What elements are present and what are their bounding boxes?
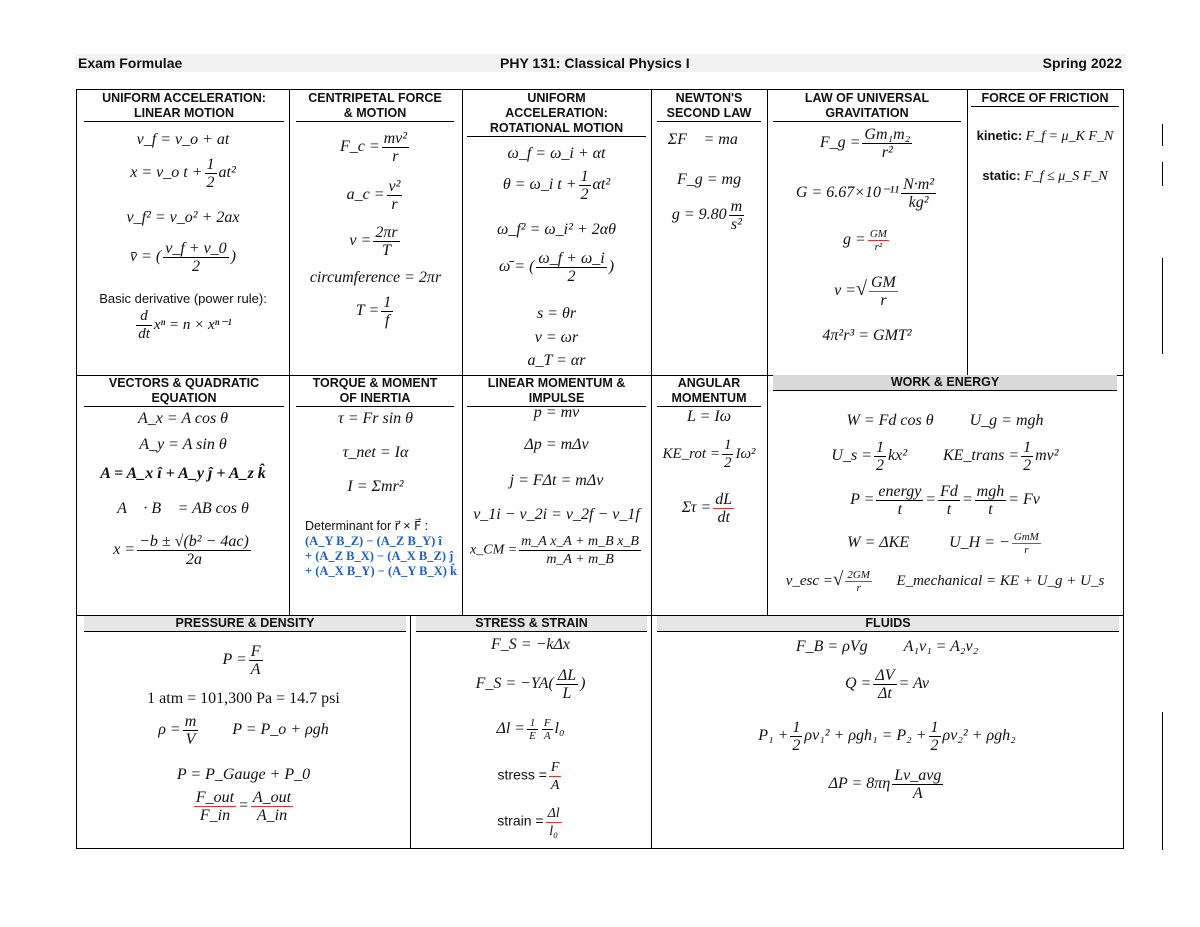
formula: v_1i − v_2i = v_2f − v_1f bbox=[473, 506, 640, 523]
section-title: UNIFORM ACCELERATION: ROTATIONAL MOTION bbox=[467, 91, 646, 137]
section-title: ANGULAR MOMENTUM bbox=[657, 376, 761, 407]
formula-row: Q = $\frac{\Delta V}{\Delta t}$ = Av bbox=[844, 667, 930, 702]
formula-row: W = Fd cos θ U_g = mgh bbox=[846, 412, 1044, 429]
section-friction bbox=[967, 90, 1123, 375]
formula: KE_rot = $\frac{1}{2}$ Iω² bbox=[662, 437, 756, 471]
section-title: LAW OF UNIVERSAL GRAVITATION bbox=[773, 91, 961, 122]
section-centripetal bbox=[289, 90, 462, 375]
section-rotational-motion bbox=[462, 90, 651, 375]
section-momentum bbox=[462, 375, 651, 615]
section-title: WORK & ENERGY bbox=[773, 375, 1117, 391]
formula: x = $\frac{\text{−b ± √(b² − 4ac)}}{2a}$ bbox=[113, 533, 249, 568]
formula: A⃗ · B⃗ = AB cos θ bbox=[117, 500, 249, 517]
formula: x = v_o t + $\frac{1}{2}$ at² bbox=[130, 156, 236, 191]
formula: 4π²r³ = GMT² bbox=[822, 327, 912, 344]
formula: kinetic: F_f = μ_K F_N bbox=[976, 128, 1114, 144]
section-title: NEWTON'S SECOND LAW bbox=[657, 91, 761, 122]
formula: G = 6.67×10⁻¹¹ $\frac{\text{N·m²}}{\text{kg²}}$ bbox=[795, 176, 935, 211]
section-angular-momentum bbox=[651, 375, 767, 615]
formula: v_f = v_o + at bbox=[136, 131, 230, 148]
formula: 1 atm = 101,300 Pa = 14.7 psi bbox=[147, 690, 340, 707]
formula: v_f² = v_o² + 2ax bbox=[126, 209, 240, 226]
formula: Δl = $\frac{1}{E}$ $\frac{F}{A}$ l₀ bbox=[496, 717, 565, 742]
cross-product-determinant: Determinant for r⃗ × F⃗ : (A_Y B_Z) − (A_Z B_Y) î + (A_Z B_X) − (A_X B_Z) ĵ + (A_X B_Y) − (A_Y B_X) k̂ bbox=[305, 519, 457, 578]
formula: τ_net = Iα bbox=[342, 444, 409, 461]
section-title: FLUIDS bbox=[657, 616, 1119, 632]
formula: g = 9.80 $\frac{m}{\text{s²}}$ bbox=[671, 198, 743, 233]
formula: T = $\frac{1}{f}$ bbox=[355, 294, 392, 329]
section-vectors bbox=[77, 375, 289, 615]
formula: ω̄ = ( $\frac{\omega\_f + \omega\_i}{2}$ ) bbox=[498, 250, 615, 285]
header-left: Exam Formulae bbox=[78, 55, 183, 71]
formula: v̄ = ( $\frac{v\_f + v\_0}{2}$ ) bbox=[129, 240, 236, 275]
formula: a_c = $\frac{\text{v²}}{r}$ bbox=[346, 178, 401, 213]
section-title: CENTRIPETAL FORCE & MOTION bbox=[296, 91, 454, 122]
formula: Στ = $\frac{dL}{dt}$ bbox=[681, 491, 733, 526]
formula: v =√ $\frac{GM}{r}$ bbox=[834, 274, 896, 309]
formula-row: F_B = ρVg A₁v₁ = A₂v₂ bbox=[795, 638, 979, 655]
formula: circumference = 2πr bbox=[309, 269, 442, 286]
formula: a_T = αr bbox=[527, 352, 586, 369]
formula: g = $\frac{GM}{\text{r²}}$ bbox=[843, 228, 887, 253]
formula-row: P = $\frac{\text{energy}}{t}$ = $\frac{Fd}{t}$ = $\frac{\text{mgh}}{t}$ = Fv bbox=[850, 483, 1040, 518]
section-title: STRESS & STRAIN bbox=[416, 616, 647, 632]
formula: ω_f² = ω_i² + 2αθ bbox=[497, 221, 616, 238]
formula: A_x = A cos θ bbox=[137, 410, 229, 427]
formula: ρ = $\frac{m}{V}$ P = P_o + ρgh bbox=[158, 713, 329, 748]
formula: strain = $\frac{\Delta l}{\text{l₀}}$ bbox=[497, 806, 560, 839]
formula: v = $\frac{2\pi r}{T}$ bbox=[349, 224, 398, 259]
section-stress-strain bbox=[410, 615, 651, 848]
margin-mark bbox=[1162, 124, 1163, 146]
section-pressure-density bbox=[77, 615, 410, 848]
section-torque bbox=[289, 375, 462, 615]
formula-row: ΔP = 8πη $\frac{\text{Lv\_avg}}{A}$ bbox=[828, 767, 942, 802]
formula: P = P_Gauge + P_0 bbox=[176, 766, 311, 783]
formula: F_g = $\frac{\text{Gm₁m₂}}{\text{r²}}$ bbox=[819, 126, 911, 161]
formula: ΣF⃗ = ma⃗ bbox=[667, 131, 751, 148]
formula-row: W = ΔKE U_H = − $\frac{\text{GmM}}{r}$ bbox=[847, 531, 1039, 556]
formula: static: F_f ≤ μ_S F_N bbox=[982, 168, 1108, 184]
formula: A_y = A sin θ bbox=[139, 436, 227, 453]
section-title: FORCE OF FRICTION bbox=[971, 91, 1119, 107]
formula: F_S = −YA( $\frac{\Delta L}{L}$ ) bbox=[475, 667, 586, 702]
section-gravitation bbox=[767, 90, 967, 375]
formula: A = A_x î + A_y ĵ + A_z k̂ bbox=[100, 465, 266, 482]
formula-row: U_s = $\frac{1}{2}$ kx² KE_trans = $\frac{1}{2}$ mv² bbox=[831, 439, 1059, 474]
header-center: PHY 131: Classical Physics I bbox=[500, 55, 690, 71]
formula: P = $\frac{F}{A}$ bbox=[222, 643, 261, 678]
margin-mark bbox=[1162, 712, 1163, 850]
section-newton bbox=[651, 90, 767, 375]
formula: x_CM = $\frac{\text{m\_A x\_A + m\_B x\_B}}{m\_A + m\_B}$ bbox=[470, 534, 639, 567]
formula: $\frac{d}{dt}$ xⁿ = n × xⁿ⁻¹ bbox=[138, 308, 232, 342]
formula: p = mv bbox=[533, 404, 580, 421]
section-title: VECTORS & QUADRATIC EQUATION bbox=[84, 376, 284, 407]
formula: stress = $\frac{F}{A}$ bbox=[497, 760, 560, 793]
section-linear-motion bbox=[77, 90, 289, 375]
formula: F_c = $\frac{\text{mv²}}{r}$ bbox=[339, 130, 408, 165]
page-header bbox=[76, 54, 1126, 72]
formula: L = Iω bbox=[686, 408, 732, 425]
margin-mark bbox=[1162, 258, 1163, 354]
formula: $\frac{\text{F\_out}}{F\_in}$ = $\frac{\text{A\_out}}{A\_in}$ bbox=[195, 789, 292, 824]
section-fluids bbox=[651, 615, 1123, 848]
formula: v = ωr bbox=[534, 329, 579, 346]
header-right: Spring 2022 bbox=[1042, 55, 1122, 71]
section-title: PRESSURE & DENSITY bbox=[84, 616, 406, 632]
section-title: TORQUE & MOMENT OF INERTIA bbox=[296, 376, 454, 407]
section-work-energy bbox=[767, 375, 1123, 615]
formula: I = Σmr² bbox=[347, 478, 404, 495]
formula: j = FΔt = mΔv bbox=[509, 472, 604, 489]
formula-row: v_esc =√ $\frac{2GM}{r}$ E_mechanical = KE + U_g + U_s bbox=[785, 568, 1105, 594]
formula: F_g = mg bbox=[676, 171, 742, 188]
section-title: LINEAR MOMENTUM & IMPULSE bbox=[467, 376, 646, 407]
formula-row: P₁ + $\frac{1}{2}$ ρv₁² + ρgh₁ = P₂ + $\frac{1}{2}$ ρv₂² + ρgh₂ bbox=[758, 719, 1016, 754]
formula: θ = ω_i t + $\frac{1}{2}$ αt² bbox=[502, 168, 611, 203]
margin-mark bbox=[1162, 162, 1163, 186]
formula: Δp = mΔv bbox=[524, 436, 589, 453]
formula: τ = Fr sin θ bbox=[337, 410, 414, 427]
formula: ω_f = ω_i + αt bbox=[507, 145, 606, 162]
formula: F_S = −kΔx bbox=[491, 636, 570, 653]
note-power-rule: Basic derivative (power rule): bbox=[99, 291, 267, 306]
section-title: UNIFORM ACCELERATION: LINEAR MOTION bbox=[84, 91, 284, 122]
formula: s = θr bbox=[536, 305, 577, 322]
formula-sheet bbox=[76, 89, 1124, 849]
